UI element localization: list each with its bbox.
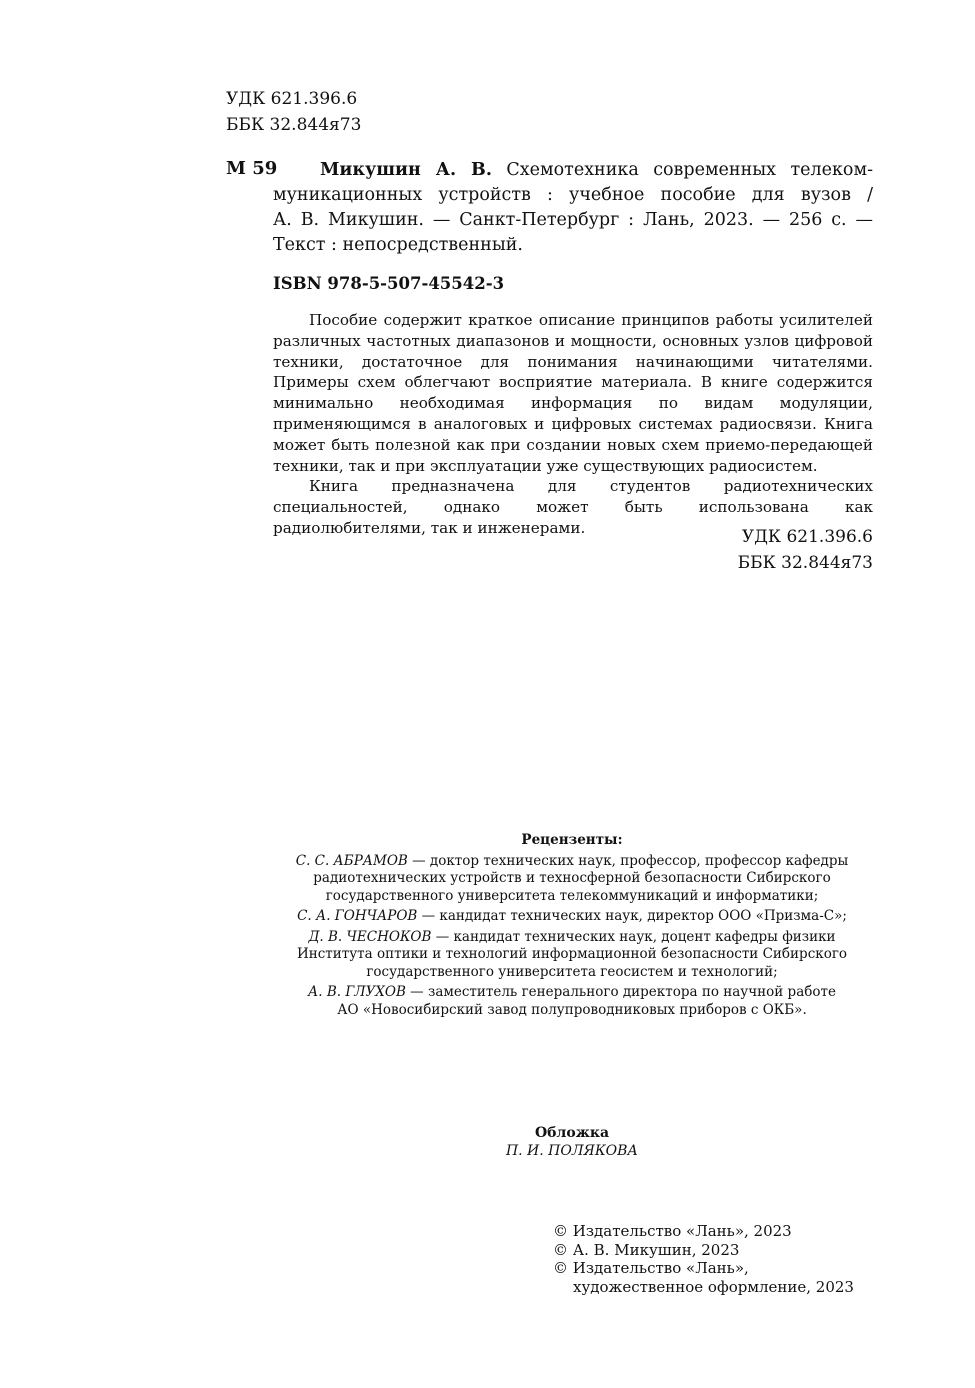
reviewer-name: А. В. ГЛУХОВ	[308, 984, 406, 1000]
author-cipher: М 59	[226, 158, 278, 179]
udk-code-right: УДК 621.396.6	[741, 527, 873, 547]
copyright-line-3: © Издательство «Лань»,	[553, 1259, 749, 1277]
reviewers-title: Рецензенты:	[521, 832, 623, 848]
biblio-line-1	[320, 158, 873, 183]
reviewer-text: — кандидат технических наук, директор ООО «Призма-С»;	[417, 908, 847, 924]
cover-credit	[272, 1124, 872, 1160]
copyright-block	[553, 1222, 854, 1296]
reviewer-text-rest: радиотехнических устройств и техносферной безопасности Сибирского государственного университета телекоммуникаций и информатики;	[313, 870, 831, 904]
biblio-title-start: Схемотехника современных телеком-	[506, 160, 873, 180]
reviewer-name: С. А. ГОНЧАРОВ	[297, 908, 418, 924]
annotation	[273, 310, 873, 539]
isbn: ISBN 978-5-507-45542-3	[273, 274, 505, 293]
biblio-line-3: А. В. Микушин. — Санкт-Петербург : Лань, 2023. — 256 с. —	[273, 210, 873, 230]
copyright-line-4: художественное оформление, 2023	[573, 1277, 854, 1296]
bibliographic-record	[273, 158, 873, 258]
annotation-paragraph-1: Пособие содержит краткое описание принципов работы усилителей различных частотных диапазонов и мощности, основных узлов цифровой техники, достаточное для понимания начинающими читателями. Примеры схем облегчают восприятие материала. В книге содержится минимально необходимая информация по видам модуляции, применяющимся в аналоговых и цифровых системах радиосвязи. Книга может быть полезной как при создании новых схем приемо-передающей техники, так и при эксплуатации уже существующих радиосистем.	[273, 311, 873, 475]
reviewer-text-rest: Института оптики и технологий информационной безопасности Сибирского государственного университета геосистем и технологий;	[296, 946, 848, 980]
annotation-paragraph-2: Книга предназначена для студентов радиотехнических специальностей, однако может быть использована как радиолюбителями, так и инженерами.	[273, 477, 873, 537]
udk-code: УДК 621.396.6	[226, 89, 358, 109]
reviewer-text-rest: АО «Новосибирский завод полупроводниковых приборов с ОКБ».	[337, 1001, 807, 1018]
cover-artist: П. И. ПОЛЯКОВА	[505, 1143, 639, 1159]
bbk-code: ББК 32.844я73	[226, 115, 362, 135]
reviewer-text: — кандидат технических наук, доцент кафедры физики	[431, 928, 836, 945]
reviewers-block	[272, 832, 872, 1022]
classification-codes-bottom	[600, 524, 873, 576]
reviewer-text: — доктор технических наук, профессор, профессор кафедры	[407, 852, 849, 869]
biblio-author: Микушин А. В.	[320, 160, 492, 180]
reviewer-entry	[272, 853, 872, 906]
cover-title: Обложка	[534, 1125, 610, 1141]
reviewer-text: — заместитель генерального директора по научной работе	[405, 984, 836, 1000]
classification-codes-top	[226, 86, 361, 138]
reviewer-entry	[272, 984, 872, 1019]
reviewer-name: С. С. АБРАМОВ	[295, 852, 408, 869]
bbk-code-right: ББК 32.844я73	[737, 553, 873, 573]
copyright-line-2: © А. В. Микушин, 2023	[553, 1240, 740, 1259]
reviewer-entry	[272, 929, 872, 982]
reviewer-name: Д. В. ЧЕСНОКОВ	[308, 928, 432, 945]
reviewer-entry	[272, 908, 872, 926]
biblio-line-2: муникационных устройств : учебное пособие для вузов /	[273, 185, 873, 205]
biblio-line-4: Текст : непосредственный.	[273, 235, 523, 255]
copyright-line-1: © Издательство «Лань», 2023	[553, 1222, 792, 1240]
